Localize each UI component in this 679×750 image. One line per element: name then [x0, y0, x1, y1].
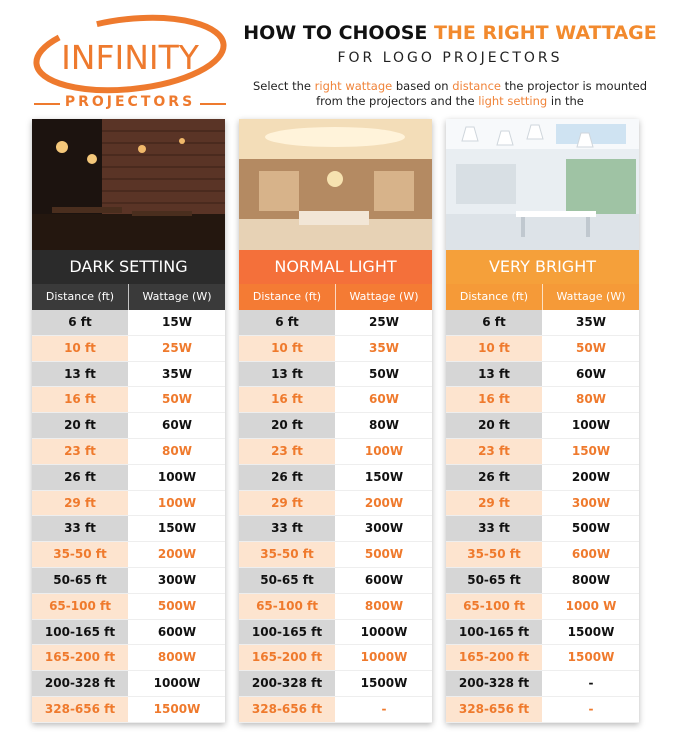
wattage-cell: 60W	[543, 362, 639, 387]
col-header-distance: Distance (ft)	[32, 284, 129, 310]
distance-cell: 13 ft	[32, 362, 129, 387]
distance-cell: 10 ft	[239, 336, 336, 361]
column-normal-light	[239, 119, 432, 723]
distance-cell: 13 ft	[446, 362, 543, 387]
table-row	[32, 542, 225, 568]
table-row	[32, 697, 225, 723]
column-very-bright	[446, 119, 639, 723]
distance-cell: 10 ft	[446, 336, 543, 361]
wattage-cell: 100W	[129, 465, 225, 490]
rows-dark-setting	[32, 310, 225, 723]
column-dark-setting	[32, 119, 225, 723]
table-row	[446, 671, 639, 697]
wattage-cell: 600W	[543, 542, 639, 567]
distance-cell: 23 ft	[239, 439, 336, 464]
table-row	[446, 516, 639, 542]
col-header-distance: Distance (ft)	[239, 284, 336, 310]
distance-cell: 16 ft	[446, 387, 543, 412]
table-row	[446, 594, 639, 620]
distance-cell: 23 ft	[32, 439, 129, 464]
logo-tagline: PROJECTORS	[64, 94, 196, 110]
distance-cell: 26 ft	[32, 465, 129, 490]
distance-cell: 16 ft	[239, 387, 336, 412]
table-row	[446, 491, 639, 517]
wattage-cell: -	[543, 671, 639, 696]
wattage-cell: 200W	[336, 491, 432, 516]
dark-restaurant-photo	[32, 119, 225, 250]
distance-cell: 29 ft	[239, 491, 336, 516]
wattage-cell: 1000W	[336, 645, 432, 670]
table-header	[446, 284, 639, 310]
table-row	[239, 362, 432, 388]
wattage-cell: 50W	[336, 362, 432, 387]
rows-normal-light	[239, 310, 432, 723]
table-header	[239, 284, 432, 310]
table-row	[32, 594, 225, 620]
col-header-wattage: Wattage (W)	[556, 290, 626, 303]
wattage-cell: 50W	[543, 336, 639, 361]
wattage-cell: 800W	[129, 645, 225, 670]
logo-rule-right	[200, 103, 226, 105]
distance-cell: 20 ft	[32, 413, 129, 438]
infinity-logo	[30, 14, 230, 114]
normal-lobby-photo	[239, 119, 432, 250]
distance-cell: 35-50 ft	[446, 542, 543, 567]
wattage-cell: 80W	[543, 387, 639, 412]
wattage-cell: 150W	[336, 465, 432, 490]
wattage-cell: 100W	[336, 439, 432, 464]
distance-cell: 65-100 ft	[446, 594, 543, 619]
table-row	[239, 568, 432, 594]
distance-cell: 10 ft	[32, 336, 129, 361]
distance-cell: 65-100 ft	[239, 594, 336, 619]
table-row	[239, 516, 432, 542]
desc-highlight: light setting	[478, 94, 548, 108]
distance-cell: 35-50 ft	[32, 542, 129, 567]
distance-cell: 165-200 ft	[32, 645, 129, 670]
rows-very-bright	[446, 310, 639, 723]
wattage-cell: 35W	[129, 362, 225, 387]
distance-cell: 328-656 ft	[239, 697, 336, 722]
wattage-cell: 1500W	[129, 697, 225, 722]
title-highlight: THE RIGHT WATTAGE	[434, 22, 657, 44]
wattage-cell: 150W	[129, 516, 225, 541]
wattage-cell: 500W	[543, 516, 639, 541]
table-row	[239, 491, 432, 517]
wattage-cell: -	[336, 697, 432, 722]
distance-cell: 100-165 ft	[239, 620, 336, 645]
distance-cell: 165-200 ft	[446, 645, 543, 670]
wattage-cell: 300W	[543, 491, 639, 516]
distance-cell: 33 ft	[32, 516, 129, 541]
distance-cell: 26 ft	[446, 465, 543, 490]
col-header-distance: Distance (ft)	[446, 284, 543, 310]
table-row	[446, 362, 639, 388]
wattage-cell: 1000W	[336, 620, 432, 645]
distance-cell: 200-328 ft	[32, 671, 129, 696]
distance-cell: 20 ft	[446, 413, 543, 438]
distance-cell: 165-200 ft	[239, 645, 336, 670]
wattage-cell: 100W	[543, 413, 639, 438]
title-part-1: HOW TO CHOOSE	[243, 22, 435, 44]
distance-cell: 35-50 ft	[239, 542, 336, 567]
wattage-cell: 600W	[129, 620, 225, 645]
table-row	[239, 542, 432, 568]
wattage-cell: 500W	[129, 594, 225, 619]
table-row	[239, 413, 432, 439]
table-row	[239, 671, 432, 697]
wattage-cell: 35W	[336, 336, 432, 361]
wattage-cell: 500W	[336, 542, 432, 567]
distance-cell: 13 ft	[239, 362, 336, 387]
description	[240, 79, 660, 109]
distance-cell: 200-328 ft	[239, 671, 336, 696]
wattage-cell: 25W	[129, 336, 225, 361]
distance-cell: 50-65 ft	[446, 568, 543, 593]
distance-cell: 33 ft	[239, 516, 336, 541]
wattage-cell: 800W	[543, 568, 639, 593]
distance-cell: 23 ft	[446, 439, 543, 464]
distance-cell: 16 ft	[32, 387, 129, 412]
table-row	[32, 310, 225, 336]
distance-cell: 65-100 ft	[32, 594, 129, 619]
table-row	[446, 542, 639, 568]
distance-cell: 328-656 ft	[446, 697, 543, 722]
desc-text: Select the	[252, 79, 315, 93]
table-row	[446, 465, 639, 491]
wattage-cell: 80W	[336, 413, 432, 438]
wattage-cell: 200W	[543, 465, 639, 490]
table-row	[446, 387, 639, 413]
wattage-cell: 1500W	[543, 645, 639, 670]
distance-cell: 29 ft	[446, 491, 543, 516]
wattage-cell: 800W	[336, 594, 432, 619]
wattage-cell: 1500W	[336, 671, 432, 696]
col-header-wattage: Wattage (W)	[349, 290, 419, 303]
col-header-wattage: Wattage (W)	[142, 290, 212, 303]
table-row	[32, 336, 225, 362]
wattage-cell: 50W	[129, 387, 225, 412]
desc-highlight: right wattage	[314, 79, 393, 93]
desc-highlight: distance	[452, 79, 501, 93]
table-row	[446, 310, 639, 336]
distance-cell: 20 ft	[239, 413, 336, 438]
distance-cell: 26 ft	[239, 465, 336, 490]
distance-cell: 6 ft	[32, 310, 129, 335]
table-row	[32, 362, 225, 388]
distance-cell: 33 ft	[446, 516, 543, 541]
table-row	[32, 671, 225, 697]
page-subtitle: FOR LOGO PROJECTORS	[337, 50, 563, 66]
distance-cell: 29 ft	[32, 491, 129, 516]
wattage-cell: 300W	[336, 516, 432, 541]
table-row	[239, 697, 432, 723]
table-row	[32, 516, 225, 542]
table-header	[32, 284, 225, 310]
table-row	[239, 310, 432, 336]
table-row	[239, 620, 432, 646]
table-row	[446, 645, 639, 671]
distance-cell: 6 ft	[239, 310, 336, 335]
heading-dark-setting: DARK SETTING	[32, 250, 225, 284]
table-row	[239, 387, 432, 413]
table-row	[239, 336, 432, 362]
wattage-cell: 100W	[129, 491, 225, 516]
table-row	[239, 594, 432, 620]
table-row	[446, 439, 639, 465]
distance-cell: 328-656 ft	[32, 697, 129, 722]
table-row	[32, 387, 225, 413]
wattage-cell: 80W	[129, 439, 225, 464]
table-row	[239, 439, 432, 465]
wattage-cell: -	[543, 697, 639, 722]
distance-cell: 100-165 ft	[32, 620, 129, 645]
wattage-cell: 25W	[336, 310, 432, 335]
table-row	[32, 491, 225, 517]
table-row	[446, 697, 639, 723]
distance-cell: 100-165 ft	[446, 620, 543, 645]
table-row	[32, 413, 225, 439]
heading-normal-light: NORMAL LIGHT	[239, 250, 432, 284]
table-row	[32, 645, 225, 671]
wattage-cell: 1000W	[129, 671, 225, 696]
wattage-cell: 600W	[336, 568, 432, 593]
wattage-cell: 15W	[129, 310, 225, 335]
wattage-cell: 1000 W	[543, 594, 639, 619]
logo-brand: INFINITY	[61, 38, 199, 77]
table-row	[239, 645, 432, 671]
distance-cell: 6 ft	[446, 310, 543, 335]
heading-very-bright: VERY BRIGHT	[446, 250, 639, 284]
table-row	[32, 439, 225, 465]
wattage-cell: 1500W	[543, 620, 639, 645]
table-row	[32, 465, 225, 491]
table-row	[446, 413, 639, 439]
wattage-cell: 300W	[129, 568, 225, 593]
desc-text: in the	[547, 94, 584, 108]
table-row	[32, 568, 225, 594]
wattage-cell: 35W	[543, 310, 639, 335]
desc-text: based on	[392, 79, 453, 93]
wattage-cell: 60W	[129, 413, 225, 438]
wattage-cell: 150W	[543, 439, 639, 464]
table-row	[446, 568, 639, 594]
distance-cell: 50-65 ft	[239, 568, 336, 593]
desc-text: the projector is mounted from the projectors and the	[316, 79, 648, 108]
table-row	[32, 620, 225, 646]
table-row	[446, 336, 639, 362]
distance-cell: 50-65 ft	[32, 568, 129, 593]
table-row	[239, 465, 432, 491]
bright-cafe-photo	[446, 119, 639, 250]
page-title	[240, 22, 660, 44]
table-row	[446, 620, 639, 646]
wattage-cell: 60W	[336, 387, 432, 412]
distance-cell: 200-328 ft	[446, 671, 543, 696]
wattage-cell: 200W	[129, 542, 225, 567]
